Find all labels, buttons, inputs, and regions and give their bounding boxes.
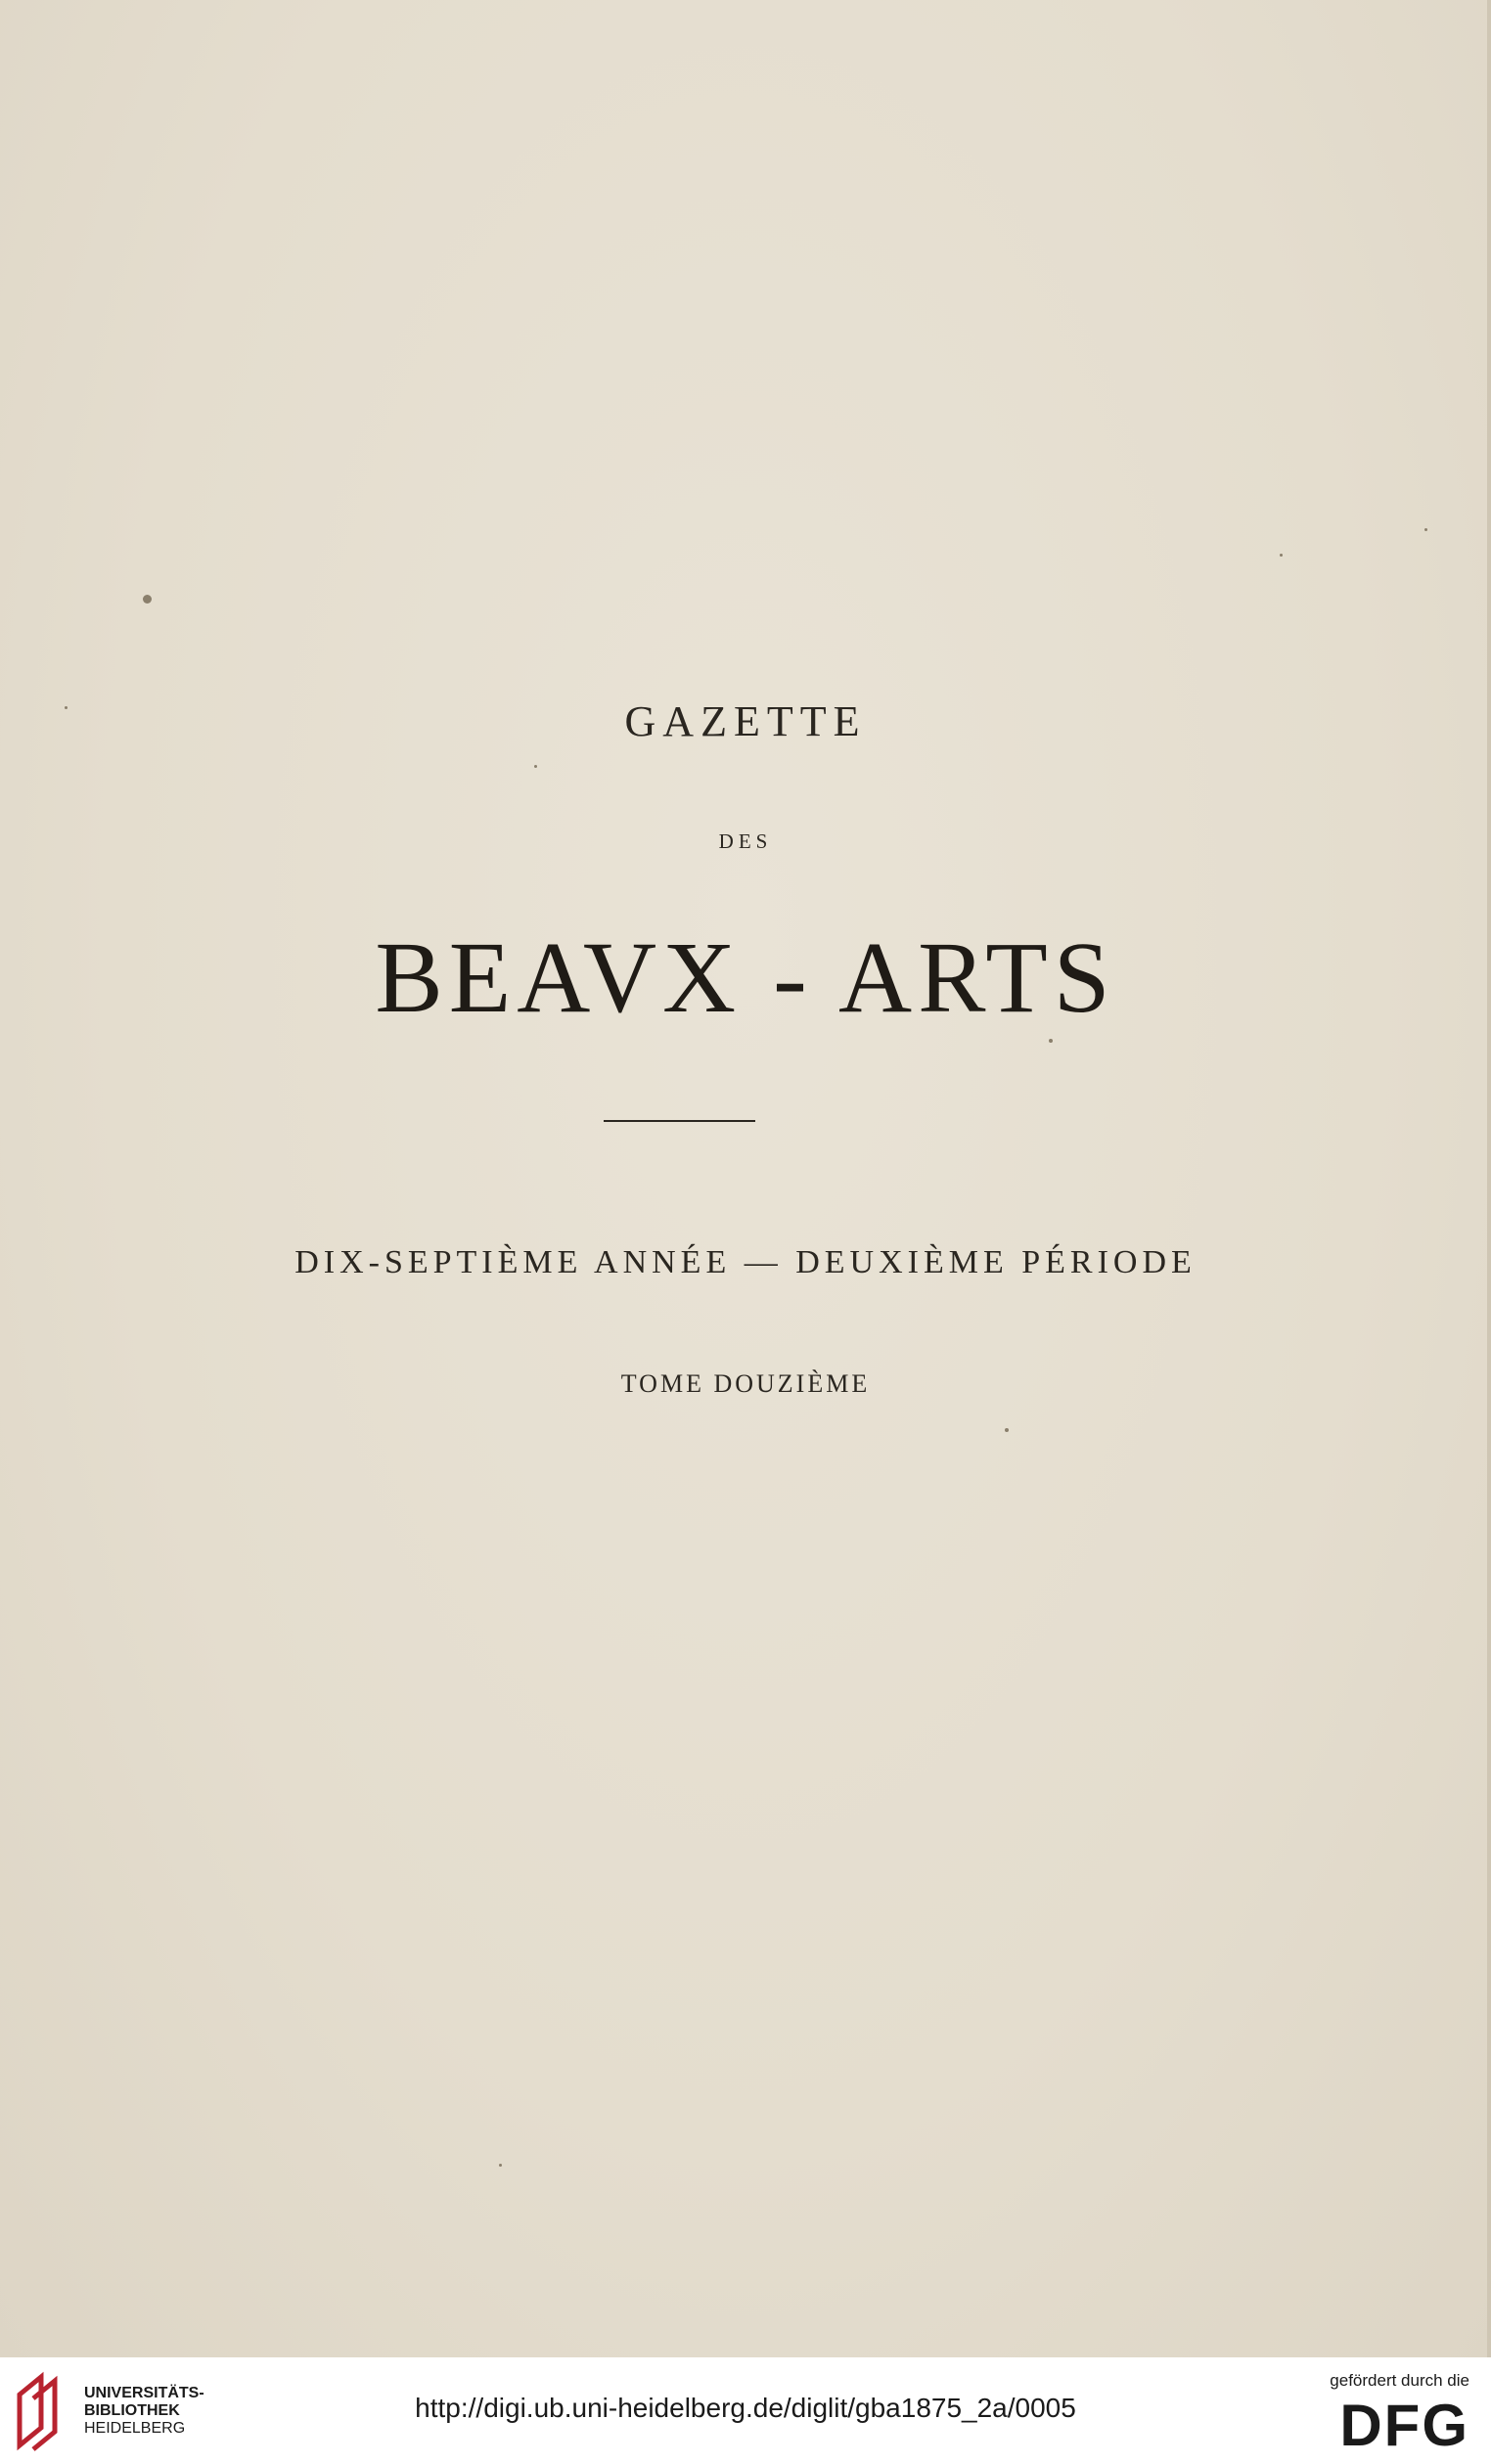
library-name-line: BIBLIOTHEK bbox=[84, 2402, 180, 2419]
paper-speck bbox=[499, 2164, 502, 2167]
library-name-line: HEIDELBERG bbox=[84, 2420, 186, 2437]
paper-speck bbox=[1280, 554, 1283, 557]
paper-speck bbox=[143, 595, 152, 604]
title-beaux-arts: BEAVX - ARTS bbox=[375, 921, 1116, 1034]
permalink-url[interactable]: http://digi.ub.uni-heidelberg.de/diglit/gba1875_2a/0005 bbox=[415, 2393, 1076, 2423]
paper-speck bbox=[1424, 528, 1427, 531]
paper-speck bbox=[534, 765, 537, 768]
title-rule bbox=[604, 1120, 755, 1122]
dfg-logo: DFG bbox=[1339, 2393, 1469, 2458]
digitization-footer bbox=[0, 2357, 1491, 2464]
funding-caption: gefördert durch die bbox=[1330, 2371, 1469, 2390]
title-des: DES bbox=[718, 829, 773, 853]
title-tome: TOME DOUZIÈME bbox=[620, 1369, 871, 1398]
title-annee-periode: DIX-SEPTIÈME ANNÉE — DEUXIÈME PÉRIODE bbox=[294, 1244, 1197, 1280]
page-edge bbox=[1487, 0, 1491, 2357]
paper-speck bbox=[1005, 1428, 1009, 1432]
paper-speck bbox=[1049, 1039, 1053, 1043]
library-name-line: UNIVERSITÄTS- bbox=[84, 2385, 204, 2401]
title-gazette: GAZETTE bbox=[624, 697, 867, 745]
